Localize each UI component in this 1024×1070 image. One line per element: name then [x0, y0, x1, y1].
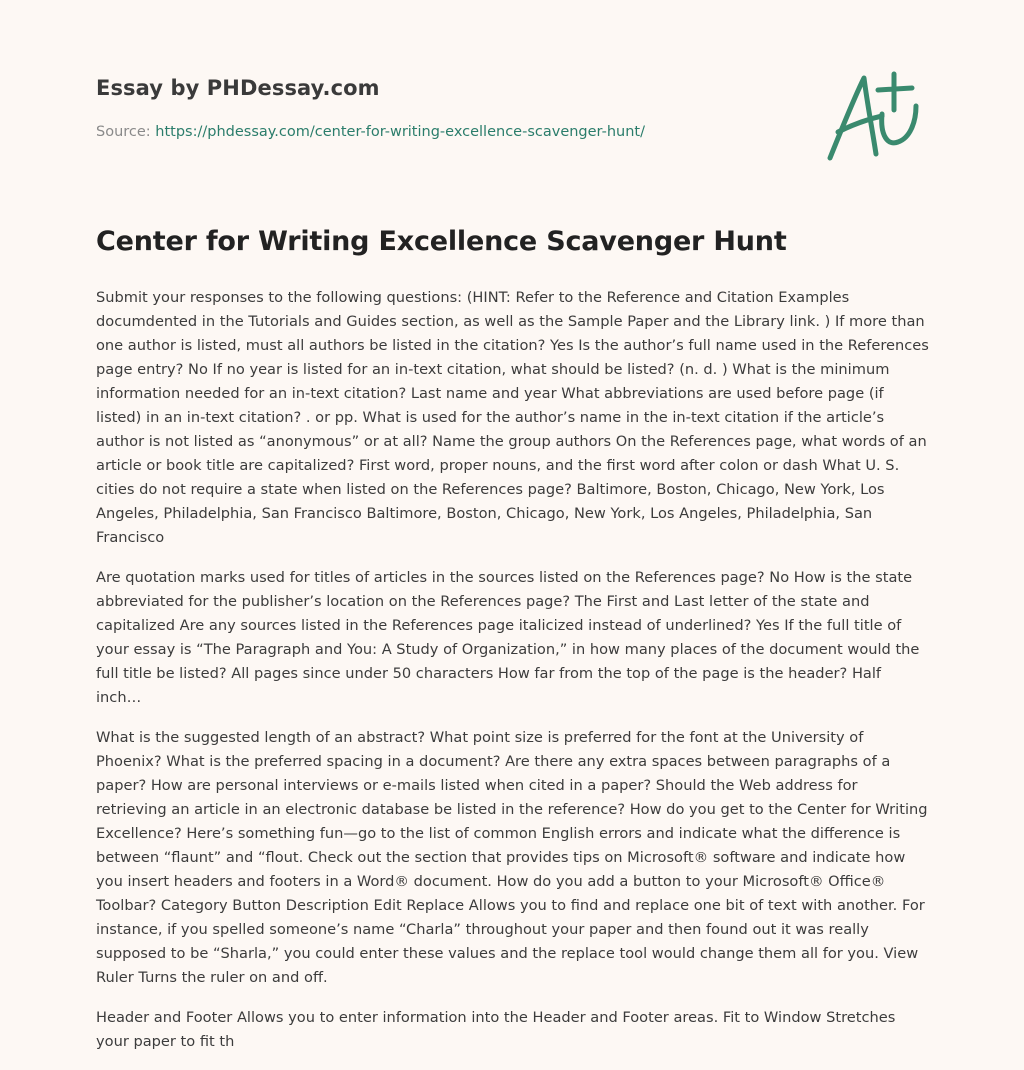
a-plus-grade-icon [820, 66, 928, 166]
source-link[interactable]: https://phdessay.com/center-for-writing-excellence-scavenger-hunt/ [155, 124, 645, 140]
article-body [96, 286, 930, 1070]
source-label: Source: [96, 124, 151, 140]
article-paragraph: Submit your responses to the following questions: (HINT: Refer to the Reference and Citation Examples documdented in the Tutorials and Guides section, as well as the Sample Paper and the Library link. ) If more than one author is listed, must all authors be listed in the citation? Yes Is the author’s full name used in the References page entry? No If no year is listed for an in-text citation, what should be listed? (n. d. ) What is the minimum information needed for an in-text citation? Last name and year What abbreviations are used before page (if listed) in an in-text citation? . or pp. What is used for the author’s name in the in-text citation if the article’s author is not listed as “anonymous” or at all? Name the group authors On the References page, what words of an article or book title are capitalized? First word, proper nouns, and the first word after colon or dash What U. S. cities do not require a state when listed on the References page? Baltimore, Boston, Chicago, New York, Los Angeles, Philadelphia, San Francisco Baltimore, Boston, Chicago, New York, Los Angeles, Philadelphia, San Francisco [96, 289, 929, 546]
article-paragraph: What is the suggested length of an abstract? What point size is preferred for the font at the University of Phoenix? What is the preferred spacing in a document? Are there any extra spaces between paragraphs of a paper? How are personal interviews or e-mails listed when cited in a paper? Should the Web address for retrieving an article in an electronic database be listed in the reference? How do you get to the Center for Writing Excellence? Here’s something fun—go to the list of common English errors and indicate what the difference is between “flaunt” and “flout. Check out the section that provides tips on Microsoft® software and indicate how you insert headers and footers in a Word® document. How do you add a button to your Microsoft® Office® Toolbar? Category Button Description Edit Replace Allows you to find and replace one bit of text with another. For instance, if you spelled someone’s name “Charla” throughout your paper and then found out it was really supposed to be “Sharla,” you could enter these values and the replace tool would change them all for you. View Ruler Turns the ruler on and off. [96, 729, 928, 986]
source-line [96, 124, 645, 140]
article-paragraph: Are quotation marks used for titles of articles in the sources listed on the References page? No How is the state abbreviated for the publisher’s location on the References page? The First and Last letter of the state and capitalized Are any sources listed in the References page italicized instead of underlined? Yes If the full title of your essay is “The Paragraph and You: A Study of Organization,” in how many places of the document would the full title be listed? All pages since under 50 characters How far from the top of the page is the header? Half inch… [96, 569, 920, 706]
article-title: Center for Writing Excellence Scavenger Hunt [96, 226, 787, 257]
site-brand: Essay by PHDessay.com [96, 76, 380, 100]
article-paragraph: Header and Footer Allows you to enter information into the Header and Footer areas. Fit to Window Stretches your paper to fit th [96, 1009, 896, 1050]
